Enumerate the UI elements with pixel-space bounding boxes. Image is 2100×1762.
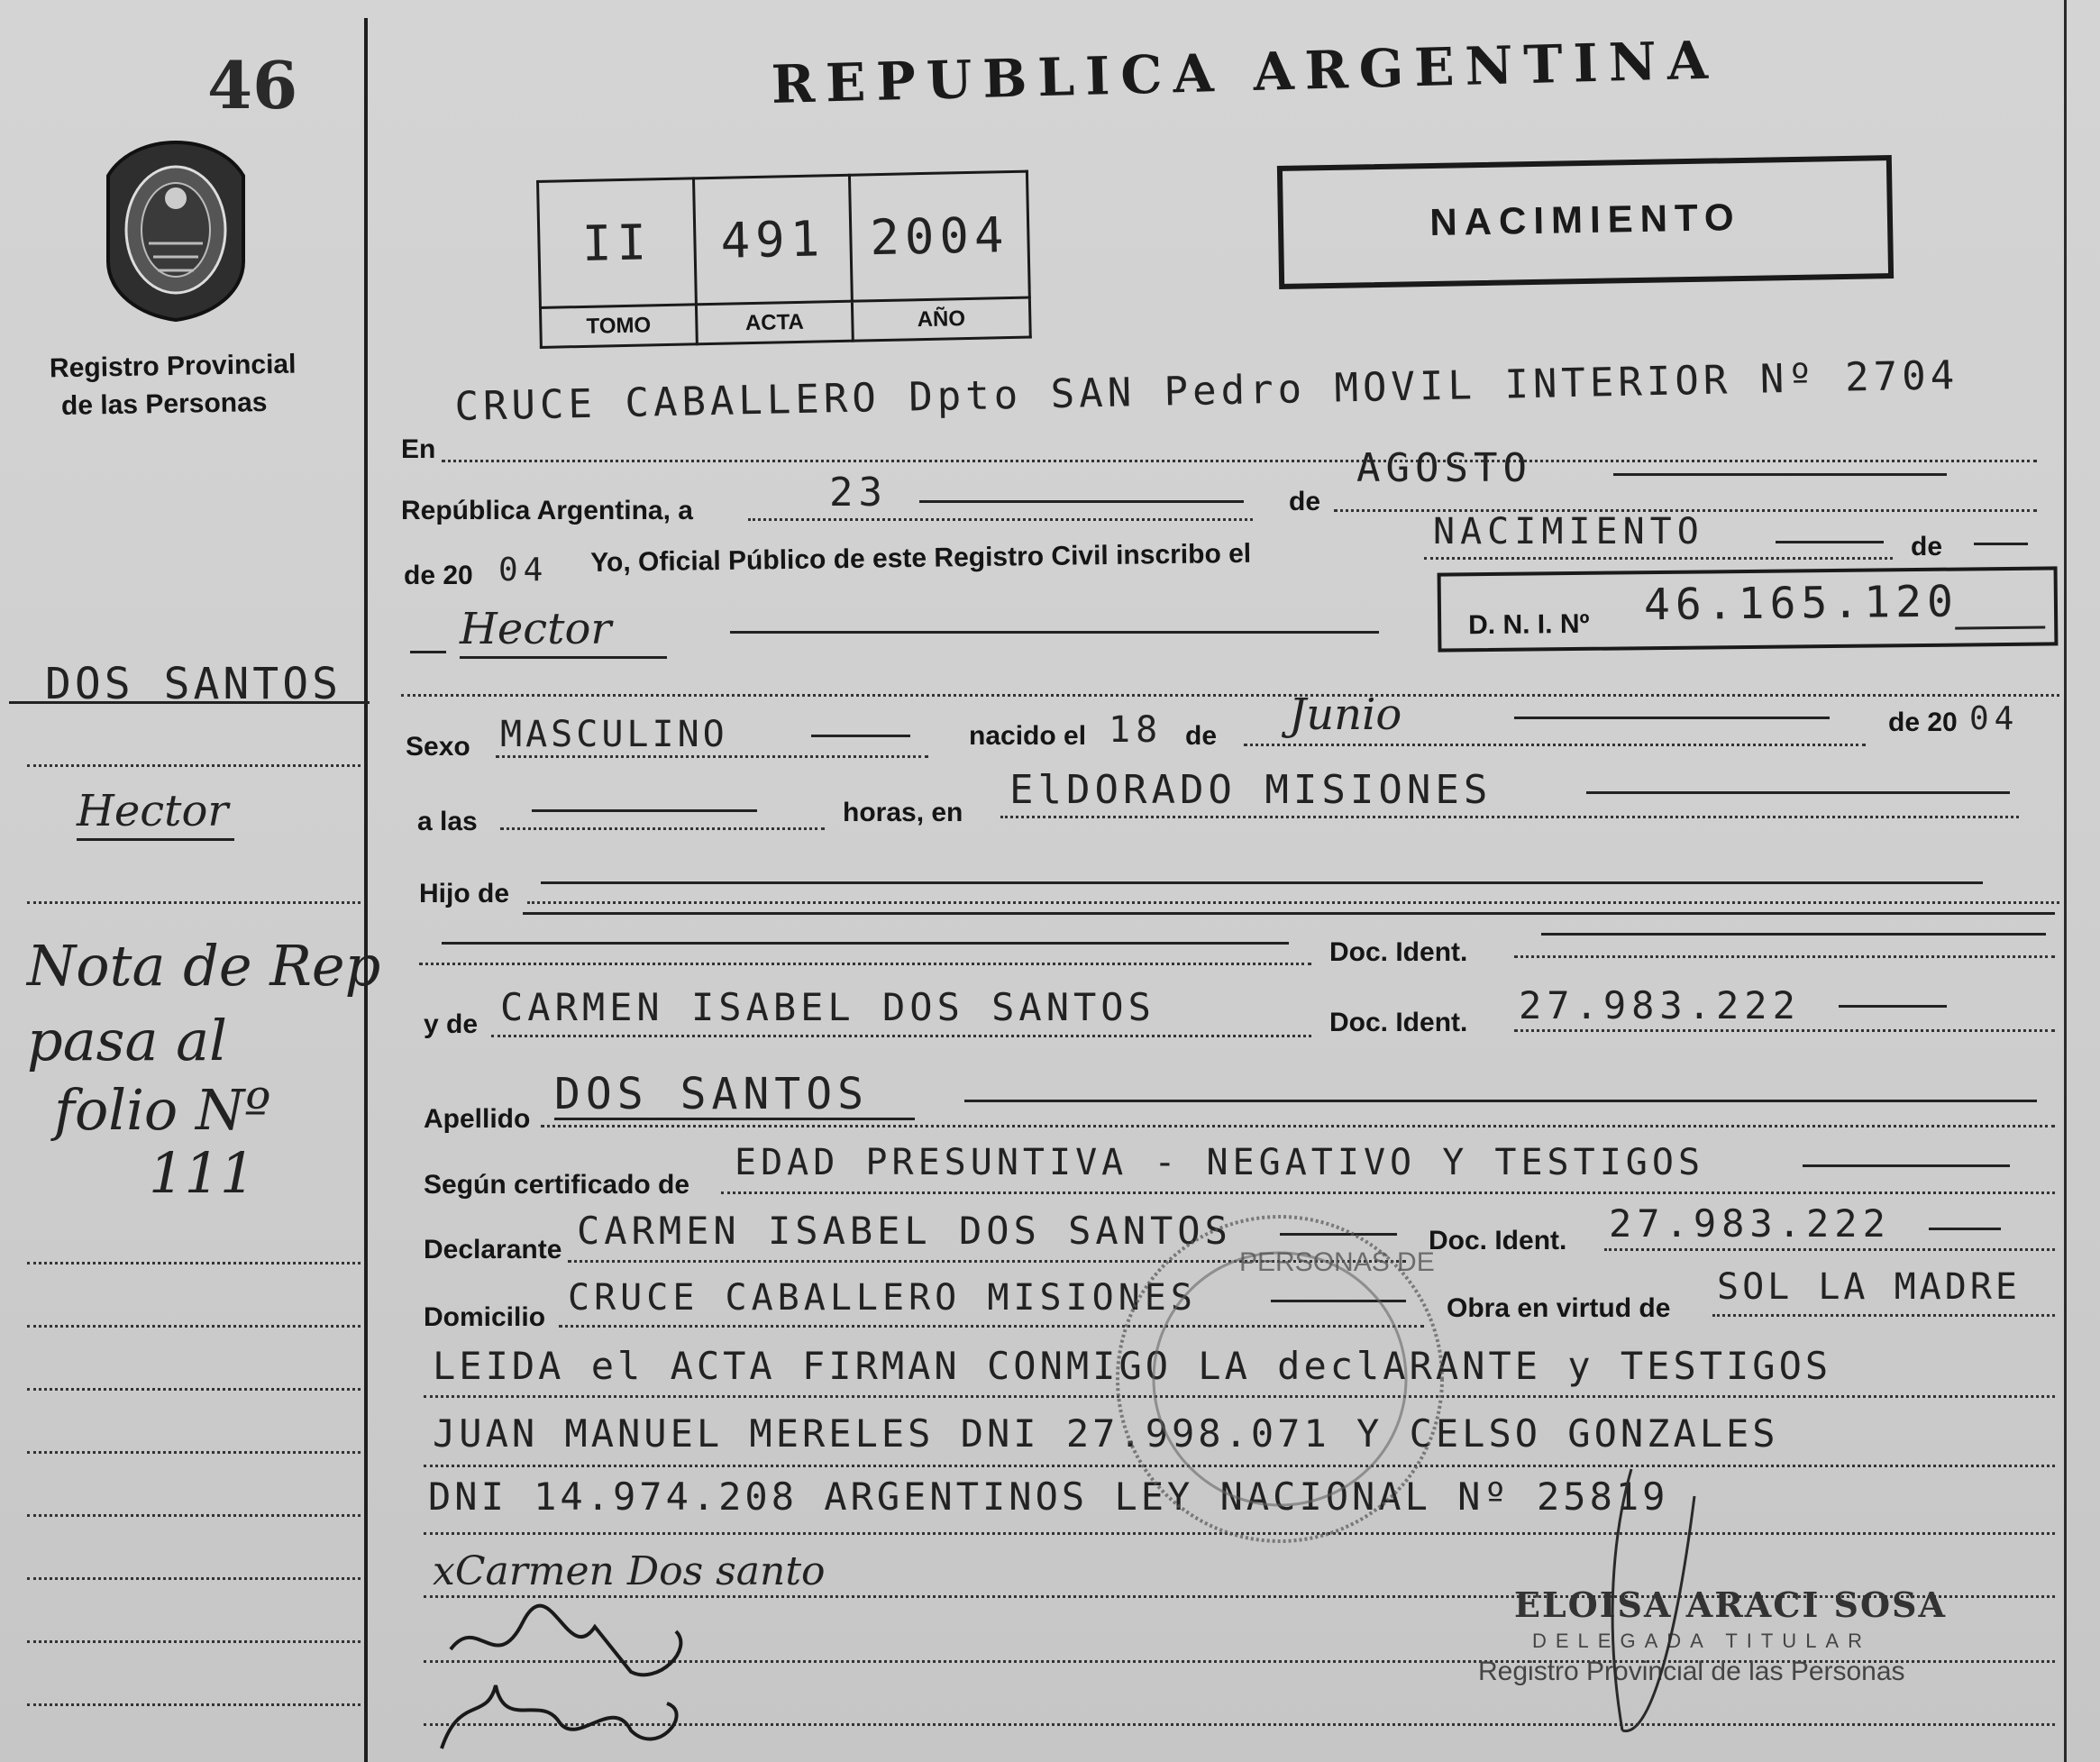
margin-given-name: Hector: [77, 786, 229, 836]
dni-value: 46.165.120: [1643, 576, 1959, 631]
margin-note-line-2: pasa al: [27, 1008, 227, 1073]
free-text-line-3: DNI 14.974.208 ARGENTINOS LEY NACIONAL Nº 25819: [428, 1474, 1669, 1519]
republica-label: República Argentina, a: [401, 496, 693, 525]
birth-place: ElDORADO MISIONES: [1009, 767, 1493, 813]
margin-line: [27, 1640, 361, 1643]
mother-line: [491, 1035, 1311, 1037]
month-de-label: de: [1289, 487, 1321, 516]
father-line: [527, 901, 2059, 904]
margin-note-line-4: 111: [149, 1140, 256, 1206]
sex-line: [496, 755, 928, 758]
en-label: En: [401, 434, 436, 464]
act-type: NACIMIENTO: [1433, 511, 1704, 552]
act-type-line: [1424, 557, 1893, 560]
official-registry: Registro Provincial de las Personas: [1478, 1657, 1905, 1686]
margin-surname-underline: [9, 701, 370, 704]
mother-doc-line: [1514, 1029, 2055, 1032]
margin-divider: [364, 18, 368, 1762]
child-name-dash: [730, 631, 1379, 634]
tomo-value: II: [581, 213, 653, 272]
horas-en-label: horas, en: [843, 798, 963, 827]
margin-line: [27, 1514, 361, 1517]
free-text-line-2: JUAN MANUEL MERELES DNI 27.998.071 Y CELSO GONZALES: [433, 1411, 1779, 1456]
apellido-line: [541, 1125, 2055, 1127]
signature-drawing: [424, 1586, 721, 1762]
dni-box: [1438, 566, 2059, 652]
margin-surname: DOS SANTOS: [45, 659, 342, 709]
birth-year-suffix: 04: [1969, 700, 2020, 737]
mother-name: CARMEN ISABEL DOS SANTOS: [500, 985, 1155, 1029]
y-de-label: y de: [424, 1009, 479, 1039]
declarante-signature-text: xCarmen Dos santo: [433, 1548, 826, 1594]
day-dash: [919, 500, 1244, 503]
father-dash-2: [523, 912, 2055, 915]
act-type-de-label: de: [1911, 532, 1943, 561]
birth-de-label: de: [1185, 721, 1218, 751]
registration-place: CRUCE CABALLERO Dpto SAN Pedro MOVIL INTERIOR Nº 2704: [453, 352, 1959, 430]
declarante-doc-dash: [1929, 1228, 2001, 1230]
segun-label: Según certificado de: [424, 1170, 690, 1200]
mother-doc: 27.983.222: [1519, 983, 1801, 1027]
official-title: DELEGADA TITULAR: [1532, 1630, 1871, 1652]
father-dash-3: [442, 942, 1289, 945]
separator-line: [401, 694, 2059, 697]
apellido-label: Apellido: [424, 1104, 531, 1134]
declarante-value: CARMEN ISABEL DOS SANTOS: [577, 1209, 1232, 1253]
official-stamp: [1109, 1208, 1451, 1550]
act-type-dash: [1776, 541, 1884, 543]
ano-label: AÑO: [852, 297, 1030, 341]
declarante-label: Declarante: [424, 1235, 562, 1264]
month-dash: [1613, 473, 1947, 476]
certificate-line: [721, 1191, 2055, 1194]
margin-note-line-3: folio Nº: [54, 1077, 271, 1143]
certificate-dash: [1803, 1164, 2010, 1167]
registry-name-line1: Registro Provincial: [49, 349, 297, 384]
registration-year-suffix: 04: [498, 552, 549, 589]
official-name: ELOISA ARACI SOSA: [1514, 1584, 1947, 1625]
margin-line: [27, 1325, 361, 1328]
sex-value: MASCULINO: [500, 714, 728, 755]
tomo-value-cell: [538, 178, 697, 308]
certificate-value: EDAD PRESUNTIVA - NEGATIVO Y TESTIGOS: [735, 1142, 1705, 1183]
margin-given-name-underline: [77, 838, 234, 841]
domicilio-label: Domicilio: [424, 1302, 546, 1332]
mother-doc-label: Doc. Ident.: [1329, 1008, 1468, 1037]
dni-underline: [1955, 626, 2045, 630]
birth-place-dash: [1586, 791, 2010, 794]
day-line: [748, 518, 1253, 521]
coat-of-arms-icon: [95, 135, 257, 324]
father-line-2: [419, 963, 1311, 965]
father-doc-dash: [1541, 933, 2046, 936]
apellido-underline: [554, 1118, 915, 1120]
domicilio-value: CRUCE CABALLERO MISIONES: [568, 1277, 1197, 1319]
nacido-label: nacido el: [969, 721, 1087, 751]
record-type-box: [1277, 155, 1894, 289]
child-name-underline: [460, 656, 667, 659]
place-line: [442, 460, 2037, 462]
acta-value: 491: [720, 209, 826, 269]
hours-dash: [532, 809, 757, 812]
birth-month-dash: [1514, 717, 1830, 719]
margin-line: [27, 1388, 361, 1391]
father-doc-label: Doc. Ident.: [1329, 937, 1468, 967]
sex-dash: [811, 735, 910, 737]
birth-day: 18: [1109, 709, 1164, 751]
hijo-de-label: Hijo de: [419, 879, 510, 908]
ano-value-cell: [849, 171, 1029, 301]
father-dash-1: [541, 881, 1983, 884]
margin-line: [27, 1577, 361, 1580]
declarante-doc-line: [1604, 1248, 2055, 1251]
tomo-label: TOMO: [540, 305, 697, 348]
apellido-dash: [964, 1100, 2037, 1102]
dni-label: D. N. I. Nº: [1467, 608, 1590, 641]
a-las-label: a las: [417, 807, 478, 836]
record-type-label: NACIMIENTO: [1429, 195, 1741, 244]
margin-line: [27, 1451, 361, 1454]
page-title: REPUBLICA ARGENTINA: [771, 29, 1720, 115]
sexo-label: Sexo: [406, 732, 470, 762]
right-edge-line: [2064, 0, 2067, 1762]
declarante-doc-label: Doc. Ident.: [1429, 1226, 1567, 1255]
birth-month: Junio: [1289, 689, 1402, 740]
margin-note-line-1: Nota de Rep: [27, 933, 381, 999]
de-dash: [1974, 543, 2028, 545]
tomo-acta-box: [536, 170, 1032, 349]
folio-number: 46: [207, 47, 298, 123]
name-lead-dash: [410, 651, 446, 653]
yo-oficial-label: Yo, Oficial Público de este Registro Civil inscribo el: [590, 538, 1252, 578]
margin-line: [27, 1262, 361, 1264]
free-text-line-1: LEIDA el ACTA FIRMAN CONMIGO LA declARANTE y TESTIGOS: [433, 1344, 1832, 1388]
obra-label: Obra en virtud de: [1447, 1293, 1671, 1323]
apellido-value: DOS SANTOS: [554, 1069, 869, 1119]
hours-line: [500, 827, 825, 830]
year-prefix-label: de 20: [404, 561, 473, 590]
obra-line: [1712, 1314, 2055, 1317]
margin-line: [27, 764, 361, 767]
ano-value: 2004: [869, 205, 1010, 266]
birth-month-line: [1244, 744, 1866, 746]
registration-month: AGOSTO: [1356, 445, 1532, 491]
obra-value: SOL LA MADRE: [1717, 1266, 2021, 1308]
mother-doc-dash: [1839, 1005, 1947, 1008]
stamp-text: PERSONAS DE: [1239, 1247, 1435, 1277]
birth-place-line: [1000, 816, 2019, 818]
birth-year-label: de 20: [1888, 708, 1958, 737]
acta-value-cell: [693, 175, 852, 305]
registry-name-line2: de las Personas: [60, 388, 268, 421]
registration-day: 23: [829, 470, 888, 516]
acta-label: ACTA: [696, 301, 853, 344]
father-doc-line: [1514, 955, 2055, 958]
official-signature-drawing: [1595, 1460, 1721, 1757]
child-given-name: Hector: [460, 604, 612, 654]
declarante-doc: 27.983.222: [1609, 1201, 1891, 1246]
margin-line: [27, 1703, 361, 1706]
margin-line: [27, 901, 361, 904]
